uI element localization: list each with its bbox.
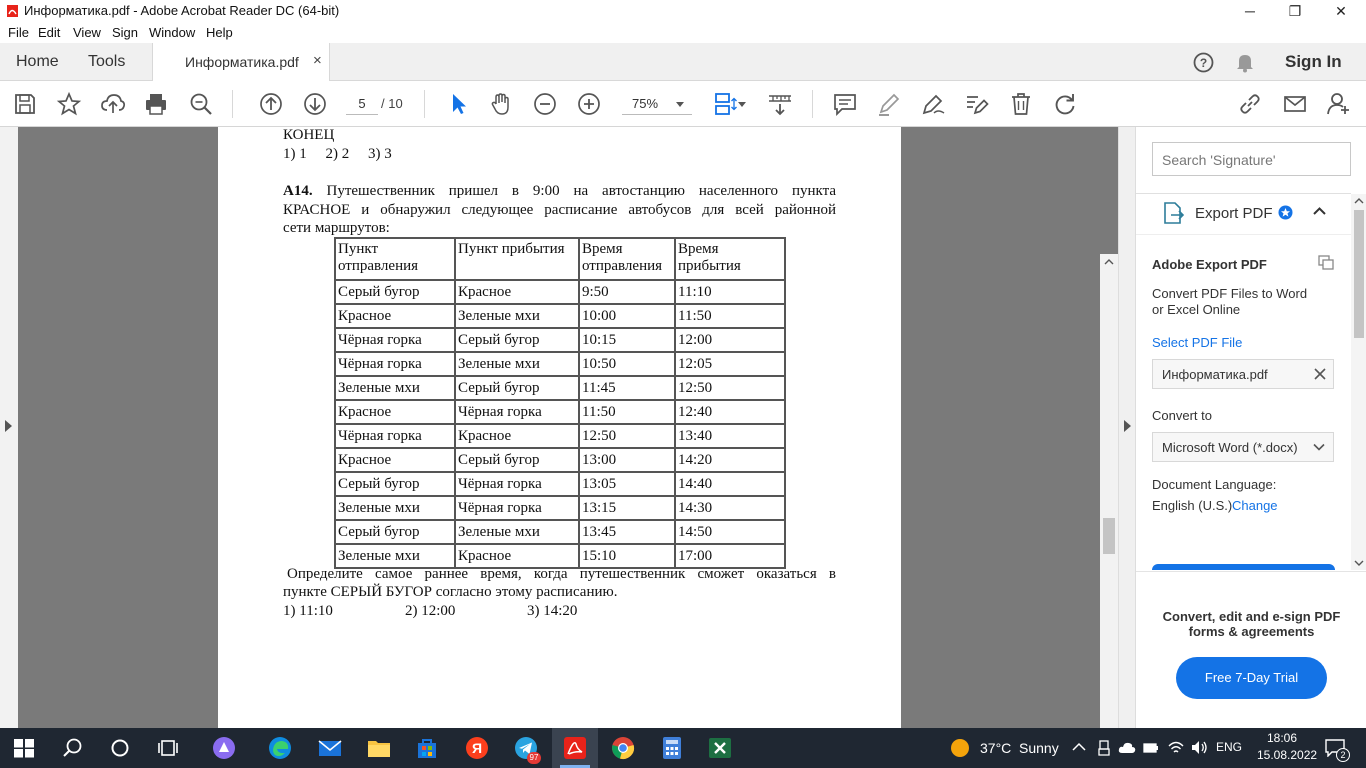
tab-tools[interactable]: Tools bbox=[88, 53, 126, 70]
answer-options-previous: 1) 1 2) 2 3) 3 bbox=[283, 146, 392, 162]
question-text: Путешественник пришел в 9:00 на автостанцию населенного пункта bbox=[326, 183, 837, 199]
table-row bbox=[335, 376, 785, 400]
toolbar-separator bbox=[232, 90, 233, 118]
table-cell: 12:50 bbox=[675, 376, 785, 400]
table-cell: Серый бугор bbox=[455, 376, 579, 400]
search-signature-input[interactable]: Search 'Signature' bbox=[1152, 142, 1351, 176]
question-line-3: сети маршрутов: bbox=[283, 220, 390, 236]
title-bar bbox=[0, 0, 1366, 22]
document-viewer[interactable] bbox=[0, 127, 1118, 728]
adobe-export-heading: Adobe Export PDF bbox=[1152, 257, 1267, 272]
tab-home[interactable]: Home bbox=[16, 53, 59, 70]
export-button-partial[interactable] bbox=[1152, 564, 1335, 570]
instruction-line-2: пункте СЕРЫЙ БУГОР согласно этому расписанию. bbox=[283, 584, 618, 600]
table-cell: 11:10 bbox=[675, 280, 785, 304]
select-pdf-file-link[interactable]: Select PDF File bbox=[1152, 335, 1243, 350]
acrobat-reader-icon bbox=[563, 736, 587, 760]
table-cell: 10:50 bbox=[579, 352, 675, 376]
table-cell: 13:00 bbox=[579, 448, 675, 472]
menu-help[interactable]: Help bbox=[206, 25, 233, 40]
table-cell: Зеленые мхи bbox=[455, 352, 579, 376]
wifi-icon[interactable] bbox=[1167, 740, 1185, 755]
selected-file-field[interactable] bbox=[1152, 359, 1334, 389]
answer-option-1: 1) 11:10 bbox=[283, 603, 333, 619]
format-select[interactable] bbox=[1152, 432, 1334, 462]
rotate-icon[interactable] bbox=[1052, 91, 1078, 117]
bell-icon[interactable] bbox=[1235, 52, 1255, 73]
clock-date[interactable]: 15.08.2022 bbox=[1257, 748, 1318, 762]
promo-text: Convert, edit and e-sign PDF bbox=[1162, 609, 1341, 624]
file-explorer-icon[interactable] bbox=[367, 736, 391, 760]
comment-icon[interactable] bbox=[832, 91, 858, 117]
weather-sun-icon[interactable] bbox=[950, 738, 970, 758]
table-cell: 10:00 bbox=[579, 304, 675, 328]
table-cell: 12:00 bbox=[675, 328, 785, 352]
question-line-1 bbox=[283, 183, 836, 200]
table-cell: 13:45 bbox=[579, 520, 675, 544]
document-language-value: English (U.S.) bbox=[1152, 498, 1233, 513]
table-cell: Серый бугор bbox=[335, 520, 455, 544]
table-cell: Красное bbox=[455, 544, 579, 568]
copy-info-icon[interactable] bbox=[1318, 255, 1334, 270]
promo-text: forms & agreements bbox=[1188, 624, 1315, 639]
svg-text:?: ? bbox=[1199, 56, 1208, 70]
free-trial-button[interactable]: Free 7-Day Trial bbox=[1176, 657, 1327, 699]
page-display-icon[interactable] bbox=[712, 91, 738, 117]
share-user-icon[interactable] bbox=[1326, 91, 1352, 117]
table-cell: 14:30 bbox=[675, 496, 785, 520]
table-cell: 17:00 bbox=[675, 544, 785, 568]
table-row bbox=[335, 280, 785, 304]
scrollbar-thumb[interactable] bbox=[1103, 518, 1115, 554]
table-cell: Чёрная горка bbox=[335, 328, 455, 352]
panel-scrollbar[interactable] bbox=[1351, 194, 1366, 570]
star-icon[interactable] bbox=[56, 91, 82, 117]
zoom-search-icon[interactable] bbox=[188, 91, 214, 117]
convert-to-label: Convert to bbox=[1152, 408, 1212, 423]
table-row bbox=[335, 496, 785, 520]
table-cell: 14:20 bbox=[675, 448, 785, 472]
chrome-icon[interactable] bbox=[611, 736, 635, 760]
excel-icon[interactable] bbox=[708, 736, 732, 760]
text-line: КОНЕЦ bbox=[283, 127, 335, 143]
battery-icon[interactable] bbox=[1143, 741, 1159, 754]
page-number-input[interactable]: 5 bbox=[346, 93, 378, 115]
change-language-link[interactable]: Change bbox=[1232, 498, 1278, 513]
menu-edit[interactable]: Edit bbox=[38, 25, 61, 40]
scroll-up-icon[interactable] bbox=[1354, 197, 1364, 204]
table-cell: 12:40 bbox=[675, 400, 785, 424]
bus-schedule-table bbox=[334, 237, 786, 569]
weather-description[interactable]: Sunny bbox=[1019, 740, 1059, 756]
close-window-button[interactable]: ✕ bbox=[1335, 3, 1347, 19]
minimize-button[interactable]: ─ bbox=[1245, 3, 1255, 19]
input-language-indicator[interactable]: ENG bbox=[1216, 740, 1243, 754]
next-page-icon[interactable] bbox=[302, 91, 328, 117]
select-cursor-icon[interactable] bbox=[446, 91, 472, 117]
table-cell: 11:50 bbox=[675, 304, 785, 328]
yandex-browser-icon[interactable] bbox=[465, 736, 489, 760]
table-cell: Чёрная горка bbox=[455, 472, 579, 496]
table-cell: Чёрная горка bbox=[335, 424, 455, 448]
acrobat-taskbar-active[interactable] bbox=[552, 728, 598, 768]
table-header-row bbox=[335, 238, 785, 280]
usb-device-icon[interactable] bbox=[1097, 740, 1111, 756]
table-cell: Зеленые мхи bbox=[455, 520, 579, 544]
collapse-right-panel-icon[interactable] bbox=[1124, 420, 1131, 432]
previous-page-icon[interactable] bbox=[258, 91, 284, 117]
table-row bbox=[335, 328, 785, 352]
table-row bbox=[335, 544, 785, 568]
table-cell: Серый бугор bbox=[335, 472, 455, 496]
table-cell: 13:40 bbox=[675, 424, 785, 448]
notification-count-badge: 2 bbox=[1336, 748, 1350, 762]
menu-bar bbox=[0, 22, 1366, 43]
trash-icon[interactable] bbox=[1008, 91, 1034, 117]
sign-pen-icon[interactable] bbox=[920, 91, 946, 117]
table-cell: Зеленые мхи bbox=[335, 544, 455, 568]
cortana-icon[interactable] bbox=[108, 736, 132, 760]
volume-icon[interactable] bbox=[1191, 740, 1208, 755]
edit-document-icon[interactable] bbox=[964, 91, 990, 117]
table-cell: Серый бугор bbox=[455, 448, 579, 472]
table-cell: 13:15 bbox=[579, 496, 675, 520]
close-tab-icon[interactable]: × bbox=[313, 52, 322, 69]
header-cell: Время отправления bbox=[579, 238, 675, 280]
pdf-page bbox=[218, 127, 901, 728]
windows-taskbar bbox=[0, 728, 1366, 768]
table-cell: 9:50 bbox=[579, 280, 675, 304]
right-tools-panel bbox=[1135, 127, 1366, 728]
telegram-unread-badge: 97 bbox=[527, 752, 541, 764]
help-icon[interactable] bbox=[1193, 52, 1214, 73]
sign-in-button[interactable]: Sign In bbox=[1285, 52, 1342, 71]
zoom-out-icon[interactable] bbox=[532, 91, 558, 117]
toolbar bbox=[0, 81, 1366, 127]
print-icon[interactable] bbox=[143, 91, 169, 117]
weather-temperature[interactable]: 37°C bbox=[980, 740, 1012, 756]
panel-scrollbar-thumb[interactable] bbox=[1354, 210, 1364, 338]
table-row bbox=[335, 448, 785, 472]
menu-view[interactable]: View bbox=[73, 25, 101, 40]
header-cell: Время прибытия bbox=[675, 238, 785, 280]
table-row bbox=[335, 304, 785, 328]
hand-tool-icon[interactable] bbox=[488, 91, 514, 117]
export-pdf-title: Export PDF bbox=[1195, 205, 1273, 222]
table-cell: Красное bbox=[335, 448, 455, 472]
table-row bbox=[335, 424, 785, 448]
chevron-up-icon[interactable] bbox=[1313, 207, 1326, 215]
table-cell: Красное bbox=[335, 400, 455, 424]
table-cell: Зеленые мхи bbox=[335, 376, 455, 400]
export-pdf-icon bbox=[1162, 201, 1184, 225]
window-title: Информатика.pdf - Adobe Acrobat Reader DC (64-bit) bbox=[24, 3, 340, 18]
format-select-value: Microsoft Word (*.docx) bbox=[1162, 440, 1298, 455]
task-view-icon[interactable] bbox=[156, 736, 180, 760]
table-row bbox=[335, 520, 785, 544]
highlight-pen-icon[interactable] bbox=[876, 91, 902, 117]
table-cell: 10:15 bbox=[579, 328, 675, 352]
toolbar-separator bbox=[812, 90, 813, 118]
convert-description: Convert PDF Files to Word bbox=[1152, 286, 1308, 301]
mail-icon[interactable] bbox=[318, 736, 342, 760]
table-row bbox=[335, 400, 785, 424]
app-icon[interactable] bbox=[212, 736, 236, 760]
table-row bbox=[335, 472, 785, 496]
table-cell: Чёрная горка bbox=[335, 352, 455, 376]
tab-document[interactable] bbox=[152, 43, 330, 82]
table-cell: Красное bbox=[455, 424, 579, 448]
selected-file-name: Информатика.pdf bbox=[1162, 367, 1268, 382]
chevron-down-icon bbox=[1313, 443, 1325, 451]
upload-cloud-icon[interactable] bbox=[100, 91, 126, 117]
tab-document-label: Информатика.pdf bbox=[185, 54, 299, 70]
table-cell: 11:45 bbox=[579, 376, 675, 400]
table-cell: Серый бугор bbox=[335, 280, 455, 304]
table-cell: 14:50 bbox=[675, 520, 785, 544]
expand-left-panel-icon[interactable] bbox=[5, 420, 12, 432]
table-cell: Зеленые мхи bbox=[455, 304, 579, 328]
table-cell: Серый бугор bbox=[455, 328, 579, 352]
edge-browser-icon[interactable] bbox=[268, 736, 292, 760]
email-icon[interactable] bbox=[1282, 91, 1308, 117]
question-label: А14. bbox=[283, 183, 313, 199]
zoom-level-value: 75% bbox=[632, 96, 659, 111]
document-scrollbar[interactable] bbox=[1100, 254, 1118, 728]
export-pdf-header[interactable] bbox=[1136, 194, 1351, 234]
answer-option-3: 3) 14:20 bbox=[527, 603, 578, 619]
zoom-level-select[interactable] bbox=[622, 93, 692, 115]
menu-file[interactable]: File bbox=[8, 25, 29, 40]
header-cell: Пункт прибытия bbox=[455, 238, 579, 280]
table-cell: 14:40 bbox=[675, 472, 785, 496]
store-icon[interactable] bbox=[415, 736, 439, 760]
right-panel-handle[interactable] bbox=[1118, 127, 1135, 728]
chevron-down-icon bbox=[676, 102, 684, 107]
table-cell: Зеленые мхи bbox=[335, 496, 455, 520]
scroll-down-icon[interactable] bbox=[1354, 560, 1364, 567]
table-cell: 12:05 bbox=[675, 352, 785, 376]
convert-description: or Excel Online bbox=[1152, 302, 1241, 317]
table-cell: 12:50 bbox=[579, 424, 675, 448]
table-cell: Красное bbox=[455, 280, 579, 304]
onedrive-cloud-icon[interactable] bbox=[1118, 741, 1136, 754]
clear-file-icon[interactable] bbox=[1314, 368, 1326, 380]
calculator-icon[interactable] bbox=[660, 736, 684, 760]
table-cell: 15:10 bbox=[579, 544, 675, 568]
scroll-up-icon[interactable] bbox=[1104, 258, 1114, 265]
show-hidden-icons-chevron[interactable] bbox=[1072, 742, 1086, 751]
save-icon[interactable] bbox=[12, 91, 38, 117]
link-icon[interactable] bbox=[1237, 91, 1263, 117]
table-row bbox=[335, 352, 785, 376]
clock-time[interactable]: 18:06 bbox=[1267, 731, 1298, 745]
chevron-down-icon[interactable] bbox=[738, 102, 746, 107]
page-total: / 10 bbox=[381, 96, 403, 111]
windows-start-icon[interactable] bbox=[12, 736, 36, 760]
premium-badge-icon bbox=[1278, 205, 1293, 220]
zoom-in-icon[interactable] bbox=[576, 91, 602, 117]
instruction-line-1: Определите самое раннее время, когда путешественник сможет оказаться в bbox=[287, 566, 836, 582]
menu-window[interactable]: Window bbox=[149, 25, 196, 40]
header-cell: Пункт отправления bbox=[335, 238, 455, 280]
acrobat-app-icon bbox=[6, 4, 19, 18]
table-cell: Чёрная горка bbox=[455, 400, 579, 424]
tab-bar bbox=[0, 43, 1366, 81]
svg-text:Я: Я bbox=[471, 740, 483, 756]
search-icon[interactable] bbox=[60, 736, 84, 760]
question-line-2: КРАСНОЕ и обнаружил следующее расписание автобусов для всей районной bbox=[283, 202, 836, 218]
document-language-label: Document Language: bbox=[1152, 477, 1277, 492]
panel-divider bbox=[1136, 234, 1351, 235]
table-cell: Красное bbox=[335, 304, 455, 328]
menu-sign[interactable]: Sign bbox=[112, 25, 139, 40]
left-panel-handle[interactable] bbox=[0, 127, 18, 728]
table-cell: Чёрная горка bbox=[455, 496, 579, 520]
scroll-mode-icon[interactable] bbox=[767, 91, 793, 117]
maximize-button[interactable]: ❐ bbox=[1288, 3, 1302, 19]
answer-option-2: 2) 12:00 bbox=[405, 603, 456, 619]
table-cell: 11:50 bbox=[579, 400, 675, 424]
table-cell: 13:05 bbox=[579, 472, 675, 496]
toolbar-separator bbox=[424, 90, 425, 118]
promo-section bbox=[1136, 571, 1366, 728]
